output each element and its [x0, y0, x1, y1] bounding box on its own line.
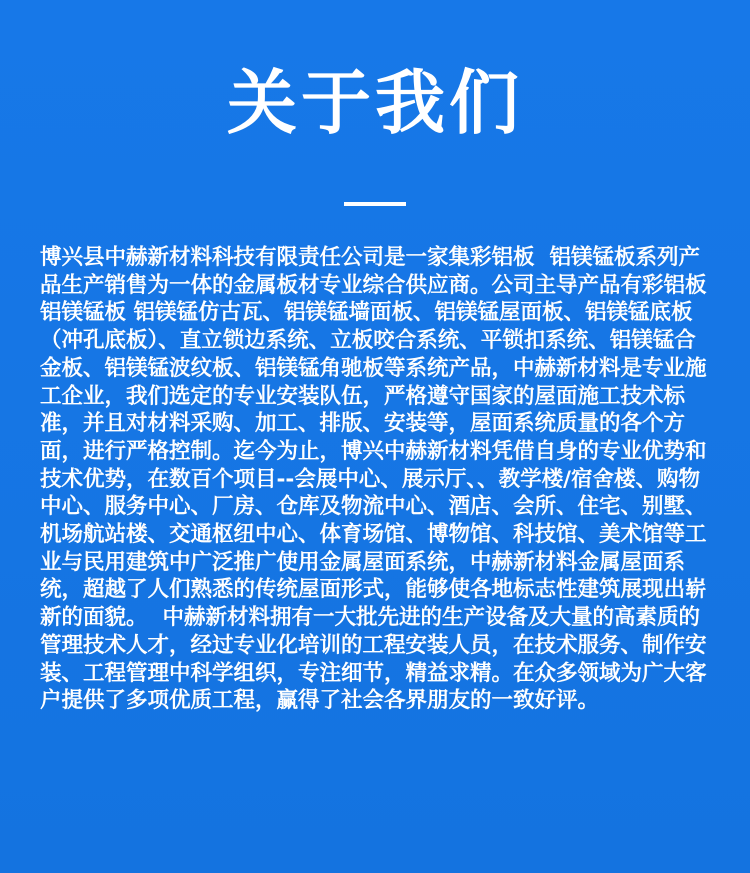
title-divider — [344, 202, 406, 206]
company-introduction-text: 博兴县中赫新材料科技有限责任公司是一家集彩铝板 铝镁锰板系列产品生产销售为一体的金属板材专业综合供应商。公司主导产品有彩铝板 铝镁锰板 铝镁锰仿古瓦、铝镁锰墙面板、铝镁锰屋面板、铝镁锰底板（冲孔底板）、直立锁边系统、立板咬合系统、平锁扣系统、铝镁锰合金板、铝镁锰波纹板、铝镁锰角驰板等系统产品，中赫新材料是专业施工企业，我们选定的专业安装队伍，严格遵守国家的屋面施工技术标准，并且对材料采购、加工、排版、安装等，屋面系统质量的各个方面，进行严格控制。迄今为止，博兴中赫新材料凭借自身的专业优势和技术优势，在数百个项目--会展中心、展示厅、、教学楼/宿舍楼、购物中心、服务中心、厂房、仓库及物流中心、酒店、会所、住宅、别墅、机场航站楼、交通枢纽中心、体育场馆、博物馆、科技馆、美术馆等工业与民用建筑中广泛推广使用金属屋面系统，中赫新材料金属屋面系统，超越了人们熟悉的传统屋面形式，能够使各地标志性建筑展现出崭新的面貌。 中赫新材料拥有一大批先进的生产设备及大量的高素质的管理技术人才，经过专业化培训的工程安装人员，在技术服务、制作安装、工程管理中科学组织，专注细节，精益求精。在众多领域为广大客户提供了多项优质工程，赢得了社会各界朋友的一致好评。 — [40, 245, 715, 714]
page-title: 关于我们 — [227, 62, 523, 144]
